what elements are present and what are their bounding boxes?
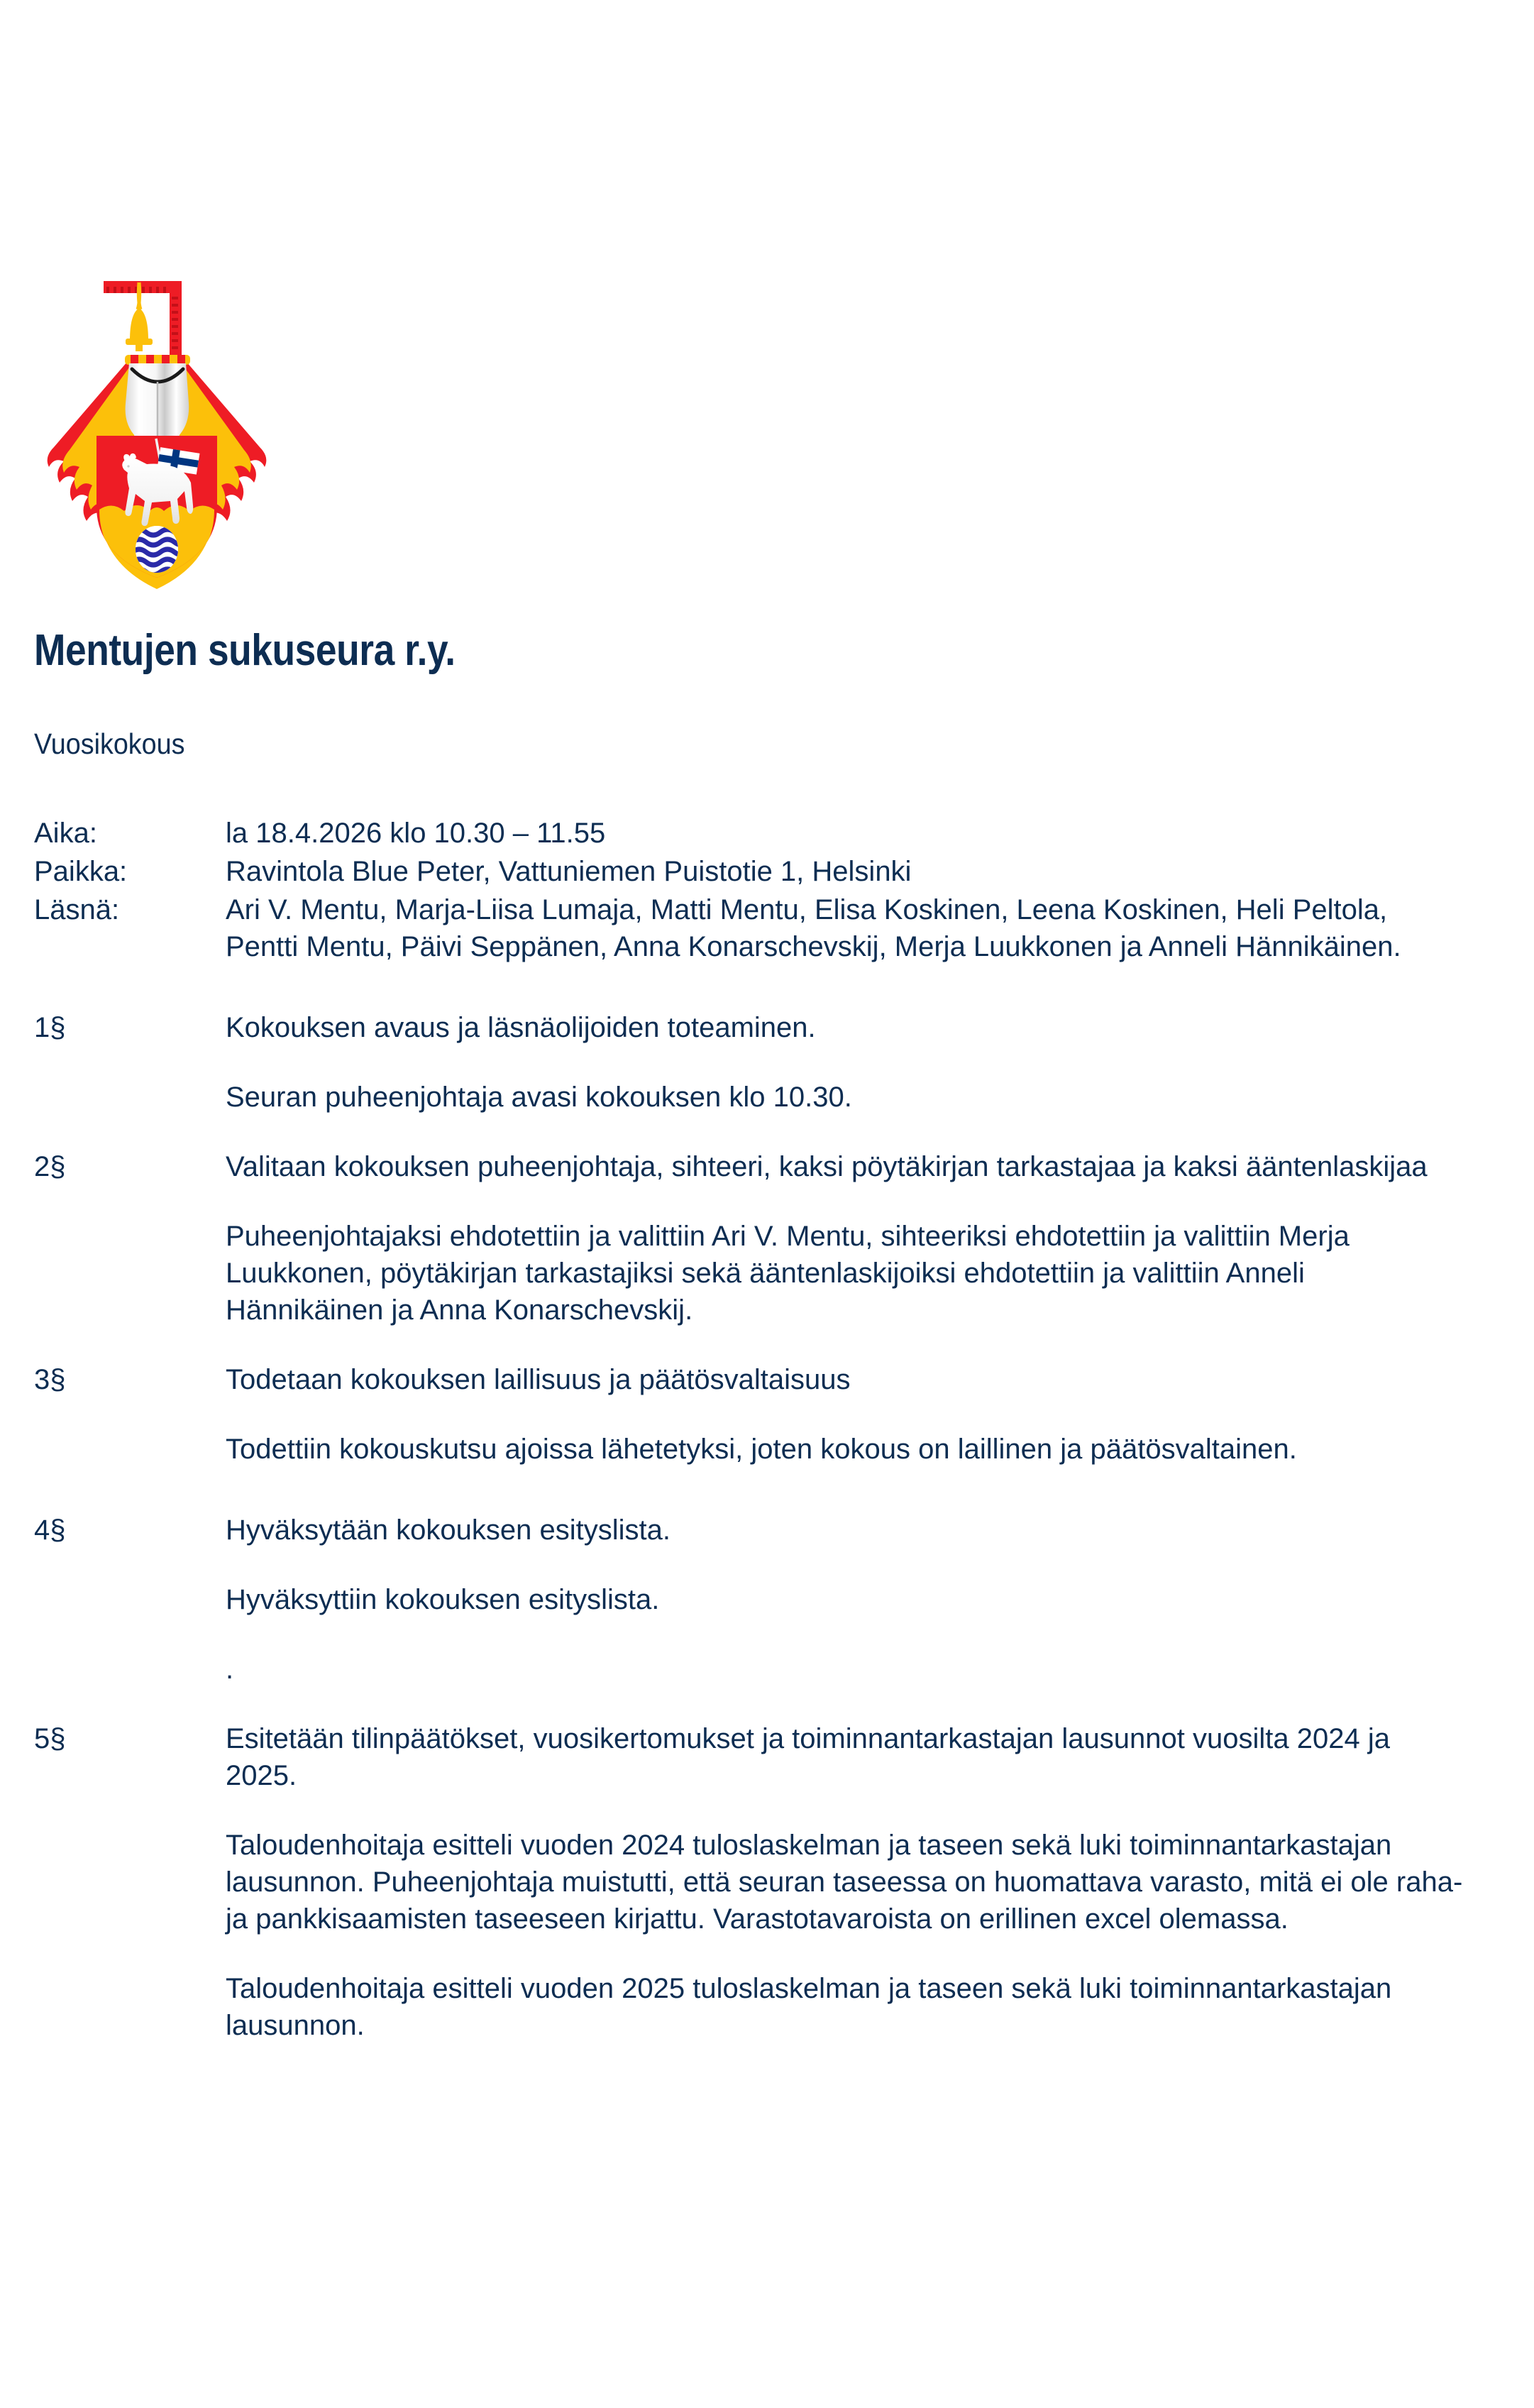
section-heading-2: Valitaan kokouksen puheenjohtaja, sihteeri, kaksi pöytäkirjan tarkastajaa ja kaksi ääntenlaskijaa <box>226 1151 1428 1182</box>
section-number-5: 5§ <box>34 1723 66 1754</box>
meta-value-lasna: Ari V. Mentu, Marja-Liisa Lumaja, Matti Mentu, Elisa Koskinen, Leena Koskinen, Heli Peltola, Pentti Mentu, Päivi Seppänen, Anna Konarschevskij, Merja Luukkonen ja Anneli Hännikäinen. <box>226 894 1401 962</box>
meta-label-paikka: Paikka: <box>34 856 128 887</box>
meta-value-paikka: Ravintola Blue Peter, Vattuniemen Puistotie 1, Helsinki <box>226 856 912 887</box>
section-paragraph-4-1: Hyväksyttiin kokouksen esityslista. <box>226 1584 660 1615</box>
meta-label-lasna: Läsnä: <box>34 894 120 925</box>
section-number-4: 4§ <box>34 1514 66 1546</box>
section-3 <box>34 1361 1467 1468</box>
section-content-2 <box>226 1148 1467 1329</box>
section-content-5 <box>226 1720 1467 2044</box>
torse-wreath <box>125 355 190 365</box>
minutes-body <box>34 815 1467 2044</box>
meta-row-paikka <box>34 853 1467 890</box>
section-heading-5: Esitetään tilinpäätökset, vuosikertomukset ja toiminnantarkastajan lausunnot vuosilta 2024 ja 2025. <box>226 1723 1390 1791</box>
meta-label-aika: Aika: <box>34 818 97 849</box>
coat-of-arms-emblem <box>26 257 288 598</box>
section-heading-1: Kokouksen avaus ja läsnäolijoiden toteaminen. <box>226 1012 816 1043</box>
section-content-4 <box>226 1512 1467 1688</box>
section-number-3: 3§ <box>34 1364 66 1395</box>
section-number-1: 1§ <box>34 1012 66 1043</box>
section-heading-4: Hyväksytään kokouksen esityslista. <box>226 1514 671 1546</box>
section-paragraph-5-2: Taloudenhoitaja esitteli vuoden 2025 tuloslaskelman ja taseen sekä luki toiminnantarkastajan lausunnon. <box>226 1973 1392 2041</box>
section-paragraph-5-1: Taloudenhoitaja esitteli vuoden 2024 tuloslaskelman ja taseen sekä luki toiminnantarkastajan lausunnon. Puheenjohtaja muistutti, että seuran taseessa on huomattava varasto, mitä ei ole raha- ja pankkisaamisten taseeseen kirjattu. Varastotavaroista on erillinen excel olemassa. <box>226 1830 1463 1935</box>
section-5 <box>34 1720 1467 2044</box>
section-2 <box>34 1148 1467 1329</box>
meta-row-aika <box>34 815 1467 852</box>
silver-helmet-icon <box>126 363 189 443</box>
section-paragraph-3-1: Todettiin kokouskutsu ajoissa lähetetyksi, joten kokous on laillinen ja päätösvaltainen. <box>226 1434 1297 1465</box>
section-4 <box>34 1512 1467 1688</box>
section-paragraph-1-1: Seuran puheenjohtaja avasi kokouksen klo 10.30. <box>226 1082 852 1113</box>
section-content-1 <box>226 1009 1467 1116</box>
meta-value-aika: la 18.4.2026 klo 10.30 – 11.55 <box>226 818 606 849</box>
meta-row-lasna <box>34 891 1467 965</box>
page-title: Mentujen sukuseura r.y. <box>34 626 456 675</box>
section-content-3 <box>226 1361 1467 1468</box>
document-subtitle: Vuosikokous <box>34 727 185 760</box>
section-number-2: 2§ <box>34 1151 66 1182</box>
section-heading-3: Todetaan kokouksen laillisuus ja päätösvaltaisuus <box>226 1364 851 1395</box>
section-trailing-mark-4: . <box>226 1654 234 1685</box>
section-1 <box>34 1009 1467 1116</box>
section-paragraph-2-1: Puheenjohtajaksi ehdotettiin ja valittiin Ari V. Mentu, sihteeriksi ehdotettiin ja valittiin Merja Luukkonen, pöytäkirjan tarkastajiksi sekä ääntenlaskijoiksi ehdotettiin ja valittiin Anneli Hännikäinen ja Anna Konarschevskij. <box>226 1221 1350 1326</box>
